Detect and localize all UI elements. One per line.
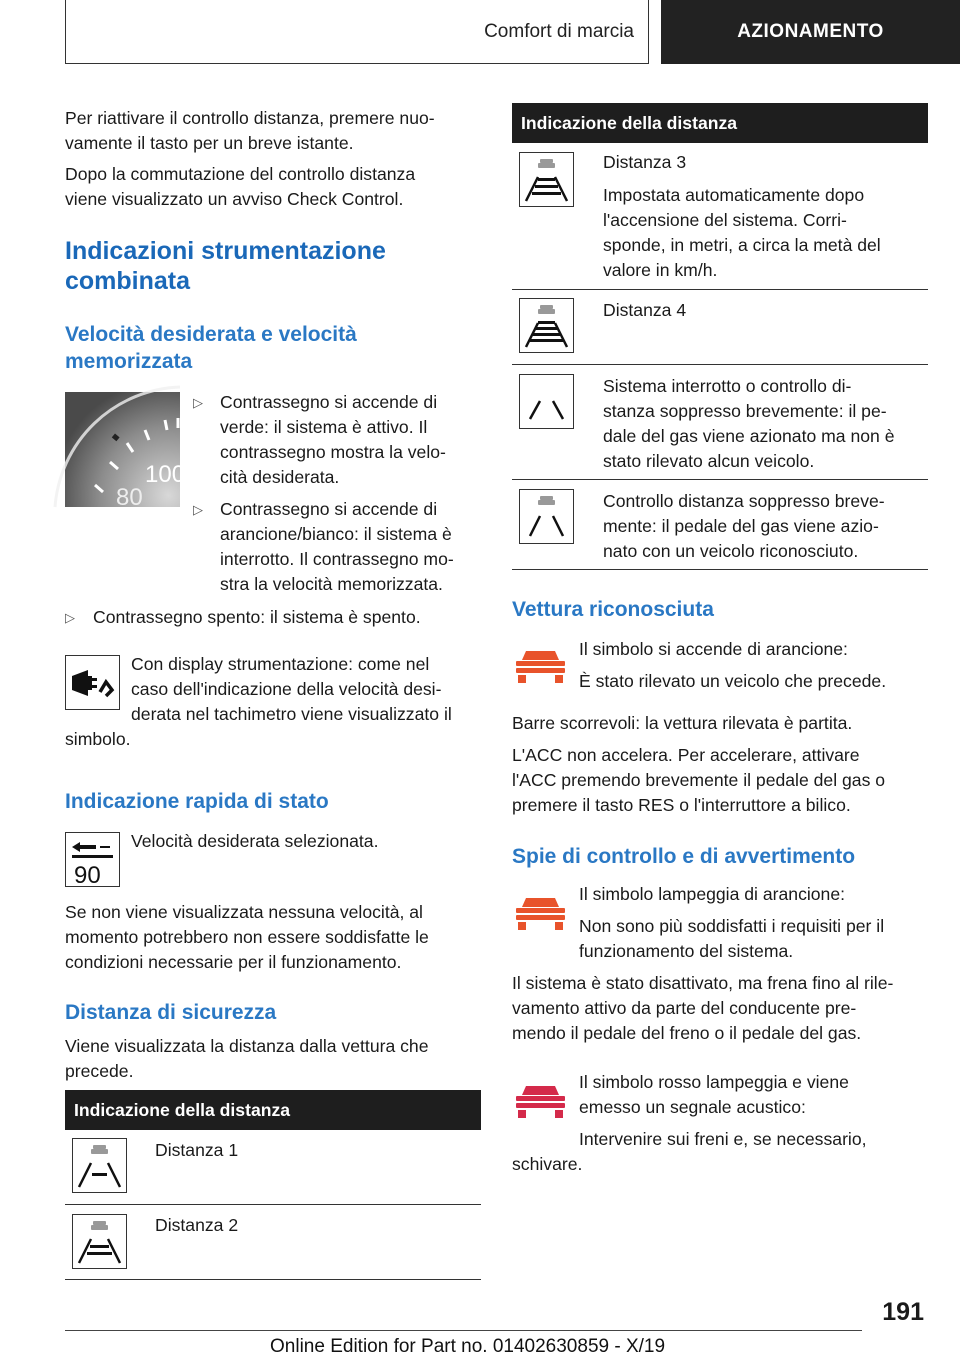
distance-4-icon (519, 298, 574, 353)
subsection-heading: Indicazione rapida di stato (65, 790, 329, 813)
list-item: ▷ Contrassegno si accende di verde: il sistema è attivo. Il contrassegno mostra la velo- cità desiderata. (193, 392, 446, 487)
paragraph: Non sono più soddisfatti i requisiti per il funzionamento del sistema. (579, 916, 885, 961)
paragraph: Con display strumentazione: come nel caso dell'indicazione della velocità desi- derata nel tachimetro viene visualizzato il (131, 654, 452, 724)
table-cell: Distanza 3 Impostata automaticamente dopo l'accensione del sistema. Corri- sponde, in metri, a circa la metà del valore in km/h. (603, 152, 881, 280)
vehicle-detected-orange-icon (512, 643, 569, 688)
section-heading: Indicazioni strumentazione combinata (65, 237, 386, 295)
subsection-heading: Spie di controllo e di avvertimento (512, 845, 856, 868)
gauge-label-80: 80 (116, 484, 143, 511)
page-number: 191 (882, 1298, 924, 1326)
table-header: Indicazione della distanza (512, 103, 928, 143)
table-cell: Controllo distanza soppresso breve- mente: il pedale del gas viene azio- nato con un veicolo riconosciuto. (603, 491, 885, 561)
paragraph: Se non viene visualizzata nessuna velocità, al momento potrebbero non essere soddisfatte le condizioni necessarie per il funzionamento. (65, 902, 429, 972)
triangle-bullet-icon: ▷ (65, 610, 75, 625)
table-cell: Sistema interrotto o controllo di- stanza soppresso brevemente: il pe- dale del gas viene azionato ma non è stato rilevato alcun veicolo. (603, 376, 895, 471)
paragraph: Viene visualizzata la distanza dalla vettura che precede. (65, 1036, 429, 1081)
paragraph: Il simbolo rosso lampeggia e viene emesso un segnale acustico: (579, 1072, 849, 1117)
paragraph: Il simbolo lampeggia di arancione: (579, 884, 846, 904)
header-section-label: Comfort di marcia (484, 20, 634, 42)
header-chapter-tab (661, 0, 960, 64)
paragraph: Il simbolo si accende di arancione: (579, 639, 848, 659)
paragraph: simbolo. (65, 729, 131, 749)
paragraph: Velocità desiderata selezionata. (131, 831, 379, 851)
vehicle-warning-red-icon (512, 1078, 569, 1123)
header-chapter-label: AZIONAMENTO (737, 21, 884, 42)
system-interrupted-icon (519, 374, 574, 429)
table-divider (512, 479, 928, 480)
paragraph: Il sistema è stato disattivato, ma frena fino al rile- vamento attivo da parte del conducente pre- mendo il pedale del freno o il pedale del gas. (512, 973, 894, 1043)
triangle-bullet-icon: ▷ (193, 502, 203, 517)
list-item: ▷ Contrassegno spento: il sistema è spento. (65, 605, 485, 631)
table-divider (65, 1204, 481, 1205)
vehicle-warning-orange-icon (512, 890, 569, 935)
paragraph: schivare. (512, 1154, 583, 1174)
table-header: Indicazione della distanza (65, 1090, 481, 1130)
svg-text:90: 90 (74, 862, 101, 889)
footer-edition-text: Online Edition for Part no. 01402630859 - X/19 (270, 1336, 666, 1357)
list-item: ▷ Contrassegno si accende di arancione/bianco: il sistema è interrotto. Il contrassegno mo- stra la velocità memorizzata. (193, 499, 454, 594)
triangle-bullet-icon: ▷ (193, 395, 203, 410)
table-cell: Distanza 1 (155, 1140, 239, 1160)
distance-2-icon (72, 1214, 127, 1269)
table-divider (512, 569, 928, 570)
table-cell: Distanza 4 (603, 300, 687, 320)
distance-3-icon (519, 152, 574, 207)
gauge-label-100: 100 (145, 461, 186, 488)
speedometer-image (65, 392, 186, 511)
distance-suppressed-icon (519, 489, 574, 544)
paragraph: È stato rilevato un veicolo che precede. (579, 671, 887, 691)
speed-limiter-display-icon (65, 655, 120, 710)
subsection-heading: Distanza di sicurezza (65, 1001, 277, 1024)
paragraph: Barre scorrevoli: la vettura rilevata è partita. (512, 713, 853, 733)
subsection-heading: Vettura riconosciuta (512, 598, 714, 621)
paragraph: Intervenire sui freni e, se necessario, (579, 1129, 867, 1149)
footer-divider (65, 1330, 862, 1331)
subsection-heading: Velocità desiderata e velocità memorizzata (65, 323, 357, 373)
table-divider (65, 1279, 481, 1280)
header-section-tab (65, 0, 649, 64)
table-divider (512, 364, 928, 365)
distance-1-icon (72, 1138, 127, 1193)
set-speed-90-icon (65, 832, 120, 887)
paragraph: Dopo la commutazione del controllo distanza viene visualizzato un avviso Check Control. (65, 164, 416, 209)
table-cell: Distanza 2 (155, 1215, 239, 1235)
paragraph: Per riattivare il controllo distanza, premere nuo- vamente il tasto per un breve istante. (65, 108, 435, 153)
table-divider (512, 289, 928, 290)
paragraph: L'ACC non accelera. Per accelerare, attivare l'ACC premendo brevemente il pedale del gas o premere il tasto RES o l'interruttore a bilico. (512, 745, 886, 815)
